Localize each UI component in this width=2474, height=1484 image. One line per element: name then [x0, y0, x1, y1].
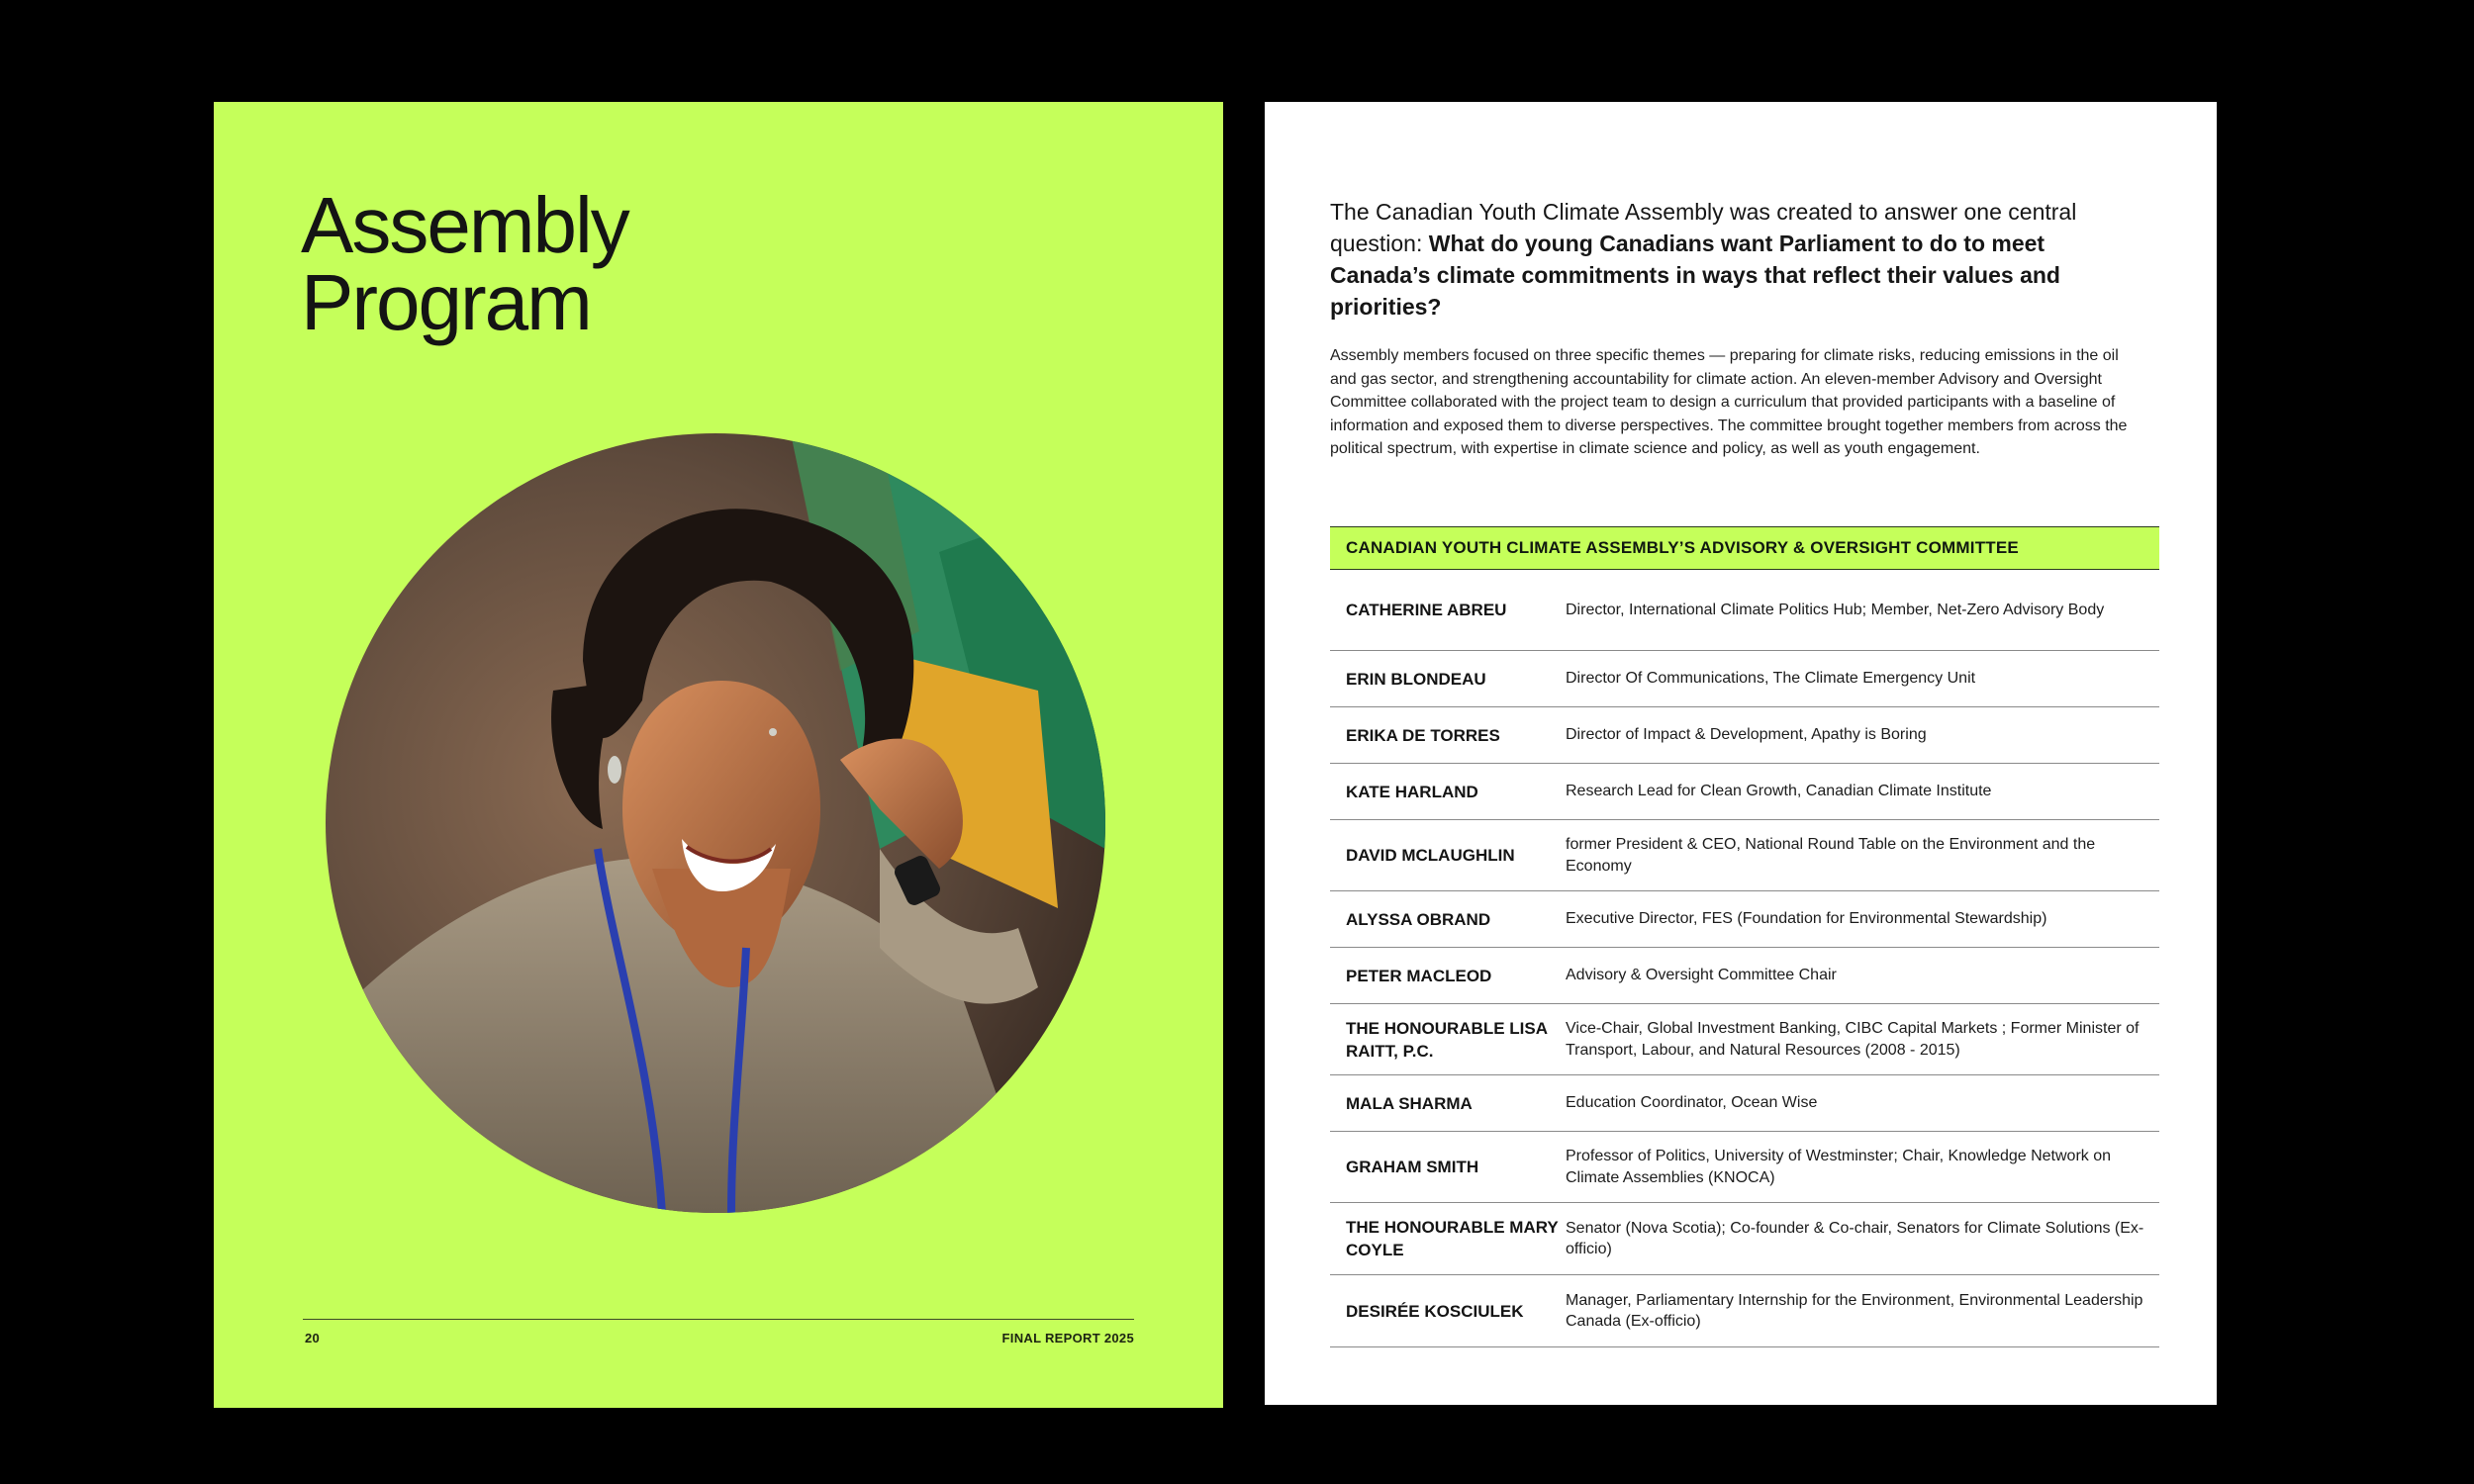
- committee-member-row: [1330, 1132, 2159, 1203]
- committee-member-row: [1330, 1004, 2159, 1075]
- footer-rule: [303, 1319, 1134, 1320]
- committee-table-header: CANADIAN YOUTH CLIMATE ASSEMBLY’S ADVISORY & OVERSIGHT COMMITTEE: [1330, 526, 2159, 570]
- committee-member-row: [1330, 764, 2159, 820]
- member-role: Manager, Parliamentary Internship for the Environment, Environmental Leadership Canada (Ex-officio): [1566, 1291, 2143, 1330]
- report-label: FINAL REPORT 2025: [1001, 1331, 1134, 1345]
- intro-bold-question: What do young Canadians want Parliament to do to meet Canada’s climate commitments in ways that reflect their values and priorities?: [1330, 231, 2060, 320]
- member-role: Research Lead for Clean Growth, Canadian Climate Institute: [1566, 783, 1992, 800]
- intro-paragraph: [1330, 196, 2082, 323]
- member-name: KATE HARLAND: [1346, 782, 1478, 801]
- member-name: PETER MACLEOD: [1346, 966, 1492, 985]
- committee-member-row: [1330, 570, 2159, 651]
- member-name: ERIKA DE TORRES: [1346, 725, 1500, 745]
- committee-member-row: [1330, 891, 2159, 948]
- committee-member-row: [1330, 820, 2159, 891]
- committee-member-row: [1330, 1275, 2159, 1347]
- member-name: DESIRÉE KOSCIULEK: [1346, 1301, 1524, 1321]
- member-name: ERIN BLONDEAU: [1346, 669, 1486, 689]
- member-role: Executive Director, FES (Foundation for Environmental Stewardship): [1566, 910, 2047, 928]
- member-role: Director of Impact & Development, Apathy is Boring: [1566, 726, 1927, 744]
- member-name: THE HONOURABLE MARY COYLE: [1346, 1218, 1559, 1259]
- page-title: [301, 181, 628, 346]
- member-role: Senator (Nova Scotia); Co-founder & Co-chair, Senators for Climate Solutions (Ex-officio): [1566, 1219, 2144, 1257]
- right-page: [1265, 102, 2217, 1405]
- body-paragraph: Assembly members focused on three specific themes — preparing for climate risks, reducing emissions in the oil and gas sector, and strengthening accountability for climate action. An eleven-member Advisory and Oversight Committee collaborated with the project team to design a curriculum that provided participants with a baseline of information and exposed them to diverse perspectives. The committee brought together members from across the political spectrum, with expertise in climate science and policy, as well as youth engagement.: [1330, 347, 2128, 457]
- committee-member-row: [1330, 707, 2159, 764]
- member-role: Director, International Climate Politics Hub; Member, Net-Zero Advisory Body: [1566, 601, 2105, 618]
- member-role: Professor of Politics, University of Westminster; Chair, Knowledge Network on Climate Assemblies (KNOCA): [1566, 1148, 2112, 1186]
- committee-member-list: [1330, 570, 2159, 1347]
- smiling-participant-photo: [326, 433, 1105, 1213]
- committee-table: [1330, 526, 2159, 1347]
- member-role: Education Coordinator, Ocean Wise: [1566, 1094, 1818, 1112]
- member-role: Advisory & Oversight Committee Chair: [1566, 967, 1837, 984]
- committee-member-row: [1330, 1203, 2159, 1275]
- member-role: former President & CEO, National Round Table on the Environment and the Economy: [1566, 836, 2096, 875]
- left-page: [214, 102, 1223, 1408]
- member-role: Vice-Chair, Global Investment Banking, CIBC Capital Markets ; Former Minister of Transport, Labour, and Natural Resources (2008 - 2015): [1566, 1020, 2140, 1059]
- committee-member-row: [1330, 651, 2159, 707]
- title-line-2: Program: [301, 258, 591, 346]
- member-name: MALA SHARMA: [1346, 1093, 1473, 1113]
- committee-member-row: [1330, 1075, 2159, 1132]
- member-name: THE HONOURABLE LISA RAITT, P.C.: [1346, 1018, 1548, 1061]
- member-name: CATHERINE ABREU: [1346, 601, 1507, 619]
- title-line-1: Assembly: [301, 181, 628, 269]
- committee-member-row: [1330, 948, 2159, 1004]
- member-name: ALYSSA OBRAND: [1346, 909, 1491, 929]
- page-number: 20: [305, 1331, 321, 1345]
- member-role: Director Of Communications, The Climate Emergency Unit: [1566, 670, 1976, 688]
- member-name: DAVID MCLAUGHLIN: [1346, 846, 1515, 865]
- intro-regular-text: The Canadian Youth Climate Assembly was created to answer one central question:: [1330, 199, 2077, 256]
- member-name: GRAHAM SMITH: [1346, 1158, 1479, 1176]
